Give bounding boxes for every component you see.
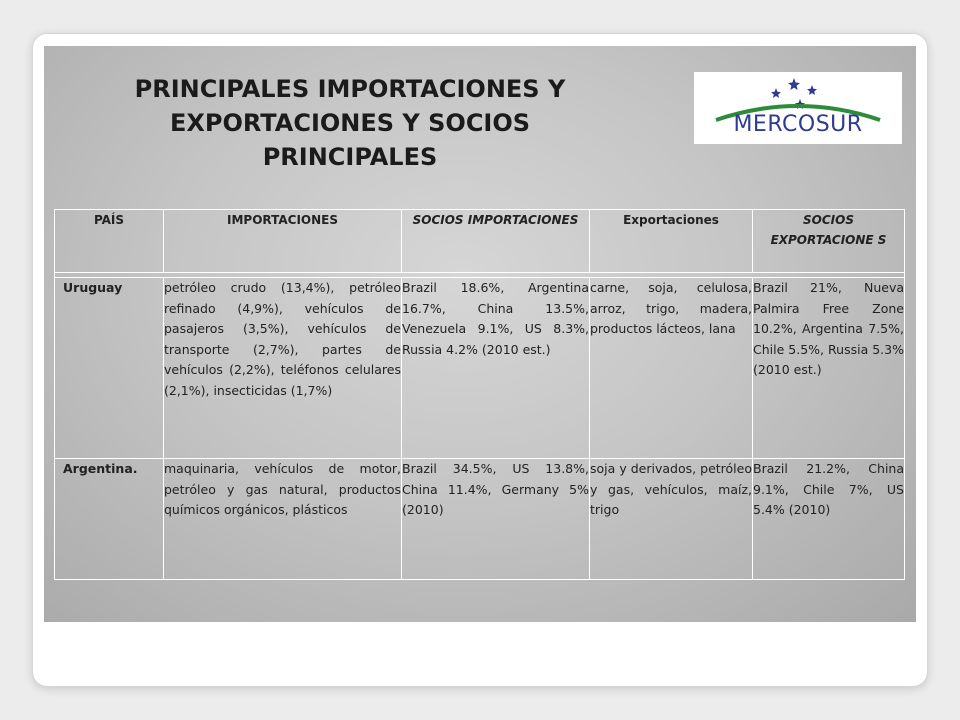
cell-pais: Uruguay [55,278,164,459]
cell-socios-exportaciones: Brazil 21%, Nueva Palmira Free Zone 10.2%, Argentina 7.5%, Chile 5.5%, Russia 5.3% (2010 est.) [753,278,905,459]
table-row [55,459,905,580]
logo-text: MERCOSUR [733,112,863,137]
slide-title: PRINCIPALES IMPORTACIONES Y EXPORTACIONES Y SOCIOS PRINCIPALES [134,75,566,171]
cell-pais: Argentina. [55,459,164,580]
header-exportaciones: Exportaciones [590,210,753,273]
trade-table [54,209,905,580]
table-header-row [55,210,905,273]
header-socios-exportaciones: SOCIOS EXPORTACIONE S [753,210,905,273]
header-socios-importaciones: SOCIOS IMPORTACIONES [402,210,590,273]
cell-importaciones: maquinaria, vehículos de motor, petróleo y gas natural, productos químicos orgánicos, plásticos [164,459,402,580]
cell-socios-importaciones: Brazil 34.5%, US 13.8%, China 11.4%, Germany 5% (2010) [402,459,590,580]
cell-socios-importaciones: Brazil 18.6%, Argentina 16.7%, China 13.5%, Venezuela 9.1%, US 8.3%, Russia 4.2% (2010 est.) [402,278,590,459]
table-row [55,278,905,459]
cell-exportaciones: carne, soja, celulosa, arroz, trigo, madera, productos lácteos, lana [590,278,753,459]
header-importaciones: IMPORTACIONES [164,210,402,273]
cell-importaciones: petróleo crudo (13,4%), petróleo refinado (4,9%), vehículos de pasajeros (3,5%), vehículos de transporte (2,7%), partes de vehículos (2,2%), teléfonos celulares (2,1%), insecticidas (1,7%) [164,278,402,459]
mercosur-logo [694,72,902,144]
header-pais: PAÍS [55,210,164,273]
cell-socios-exportaciones: Brazil 21.2%, China 9.1%, Chile 7%, US 5.4% (2010) [753,459,905,580]
cell-exportaciones: soja y derivados, petróleo y gas, vehículos, maíz, trigo [590,459,753,580]
